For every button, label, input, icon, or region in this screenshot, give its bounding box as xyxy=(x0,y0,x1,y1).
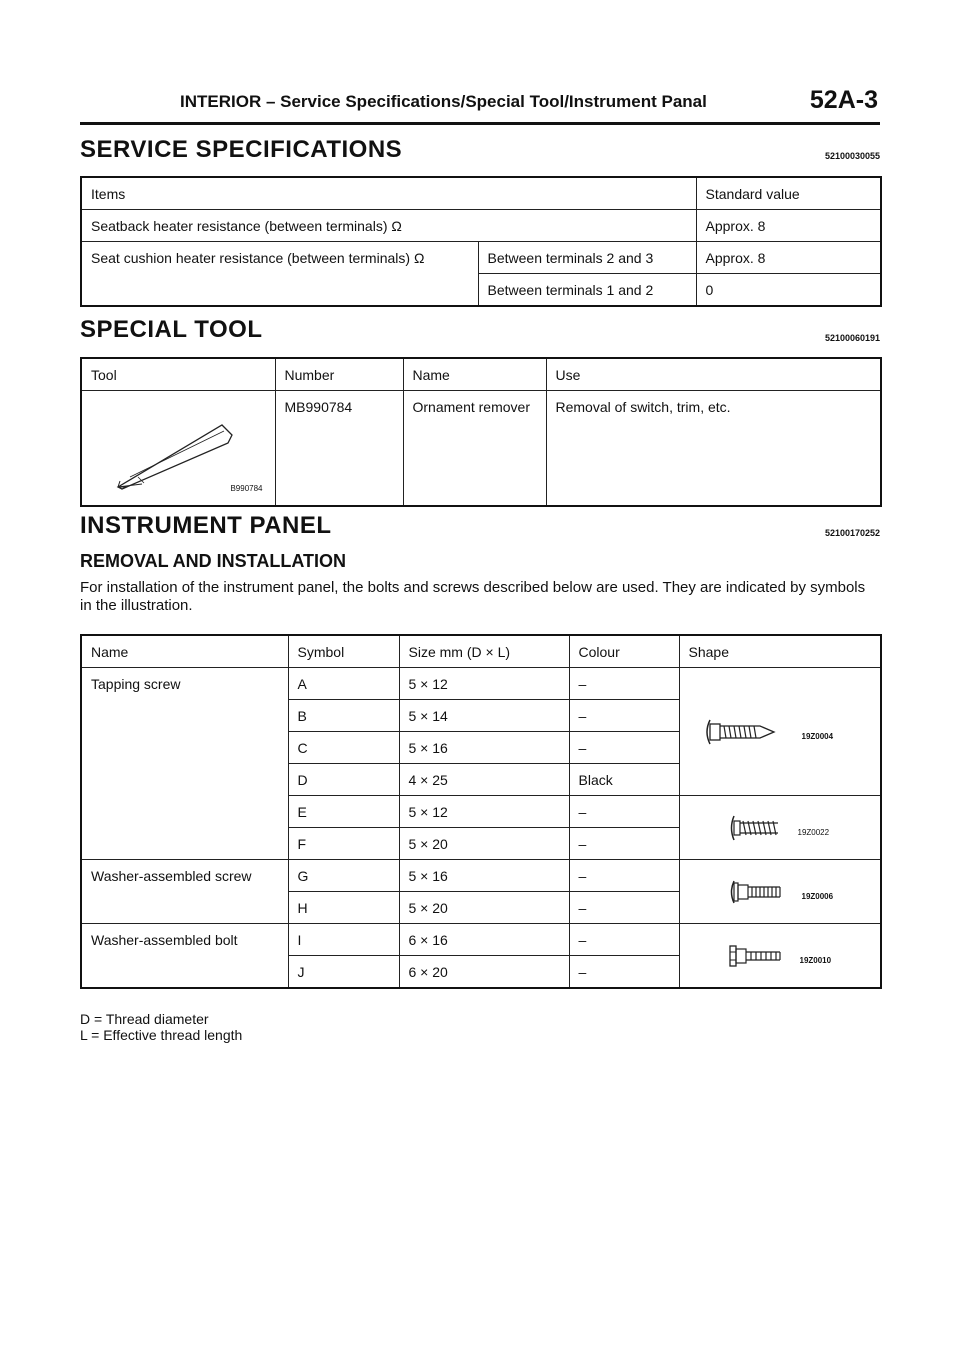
instrument-panel-code: 52100170252 xyxy=(824,528,880,538)
spec-subitem: Between terminals 2 and 3 xyxy=(478,242,696,274)
fastener-colour: – xyxy=(569,796,679,828)
tool-number: MB990784 xyxy=(275,391,403,507)
footnote-l: L = Effective thread length xyxy=(80,1027,243,1043)
fastener-size: 5 × 20 xyxy=(399,828,569,860)
col-size: Size mm (D × L) xyxy=(399,635,569,668)
fastener-name: Washer-assembled bolt xyxy=(81,924,288,989)
special-tool-code: 52100060191 xyxy=(824,333,880,343)
fastener-shape xyxy=(679,860,881,924)
col-use: Use xyxy=(546,358,881,391)
tool-name: Ornament remover xyxy=(403,391,546,507)
service-specs-table xyxy=(80,176,882,307)
special-tool-heading: SPECIAL TOOL xyxy=(80,316,263,343)
fastener-shape xyxy=(679,924,881,989)
removal-installation-subheading: REMOVAL AND INSTALLATION xyxy=(80,551,346,571)
col-name: Name xyxy=(403,358,546,391)
instrument-panel-heading: INSTRUMENT PANEL xyxy=(80,512,332,539)
tapping-screw-icon xyxy=(726,813,786,843)
fastener-symbol: A xyxy=(288,668,399,700)
tapping-screw-icon xyxy=(702,717,782,747)
intro-paragraph: For installation of the instrument panel, the bolts and screws described below are used. They are indicated by symbols in the illustration. xyxy=(80,579,866,614)
fastener-colour: Black xyxy=(569,764,679,796)
col-colour: Colour xyxy=(569,635,679,668)
washer-screw-icon xyxy=(726,877,790,907)
service-specs-heading: SERVICE SPECIFICATIONS xyxy=(80,136,403,163)
col-symbol: Symbol xyxy=(288,635,399,668)
fastener-colour: – xyxy=(569,860,679,892)
fastener-size: 6 × 20 xyxy=(399,956,569,989)
tool-illustration xyxy=(81,391,275,507)
fastener-colour: – xyxy=(569,924,679,956)
spec-item: Seat cushion heater resistance (between terminals) Ω xyxy=(81,242,478,307)
spec-value: Approx. 8 xyxy=(696,210,881,242)
col-name: Name xyxy=(81,635,288,668)
fastener-size: 5 × 20 xyxy=(399,892,569,924)
fastener-colour: – xyxy=(569,732,679,764)
tool-use: Removal of switch, trim, etc. xyxy=(546,391,881,507)
fastener-colour: – xyxy=(569,892,679,924)
fastener-size: 5 × 14 xyxy=(399,700,569,732)
table-row xyxy=(81,635,881,668)
table-row xyxy=(81,668,881,700)
shape-code: 19Z0006 xyxy=(801,892,834,901)
col-standard: Standard value xyxy=(696,177,881,210)
fastener-shape xyxy=(679,668,881,796)
fastener-symbol: H xyxy=(288,892,399,924)
table-row xyxy=(81,358,881,391)
table-row xyxy=(81,924,881,956)
shape-code: 19Z0004 xyxy=(801,732,834,741)
fastener-symbol: B xyxy=(288,700,399,732)
fastener-colour: – xyxy=(569,668,679,700)
table-row xyxy=(81,242,881,274)
spec-value: 0 xyxy=(696,274,881,307)
fastener-symbol: C xyxy=(288,732,399,764)
table-row xyxy=(81,177,881,210)
fastener-colour: – xyxy=(569,956,679,989)
tool-image-code: B990784 xyxy=(230,484,263,493)
col-tool: Tool xyxy=(81,358,275,391)
spec-subitem: Between terminals 1 and 2 xyxy=(478,274,696,307)
header-title: INTERIOR – Service Specifications/Special Tool/Instrument Panal xyxy=(180,92,707,111)
special-tool-table xyxy=(80,357,882,507)
fastener-symbol: D xyxy=(288,764,399,796)
footnote-d: D = Thread diameter xyxy=(80,1011,209,1027)
fastener-size: 5 × 12 xyxy=(399,796,569,828)
fastener-size: 6 × 16 xyxy=(399,924,569,956)
table-row xyxy=(81,860,881,892)
fastener-name: Washer-assembled screw xyxy=(81,860,288,924)
fastener-symbol: F xyxy=(288,828,399,860)
fastener-name: Tapping screw xyxy=(81,668,288,860)
fastener-size: 5 × 16 xyxy=(399,732,569,764)
fastener-symbol: I xyxy=(288,924,399,956)
col-items: Items xyxy=(81,177,696,210)
page-header xyxy=(80,88,880,125)
page-number: 52A-3 xyxy=(809,86,878,114)
shape-code: 19Z0022 xyxy=(797,828,830,837)
fastener-symbol: G xyxy=(288,860,399,892)
col-shape: Shape xyxy=(679,635,881,668)
spec-item: Seatback heater resistance (between terminals) Ω xyxy=(81,210,696,242)
table-row xyxy=(81,210,881,242)
fastener-colour: – xyxy=(569,828,679,860)
fastener-symbol: E xyxy=(288,796,399,828)
fastener-table xyxy=(80,634,882,989)
table-row xyxy=(81,391,881,507)
fastener-size: 5 × 12 xyxy=(399,668,569,700)
shape-code: 19Z0010 xyxy=(799,956,832,965)
col-number: Number xyxy=(275,358,403,391)
fastener-symbol: J xyxy=(288,956,399,989)
fastener-size: 4 × 25 xyxy=(399,764,569,796)
fastener-size: 5 × 16 xyxy=(399,860,569,892)
spec-value: Approx. 8 xyxy=(696,242,881,274)
fastener-colour: – xyxy=(569,700,679,732)
fastener-shape xyxy=(679,796,881,860)
service-specs-code: 52100030055 xyxy=(824,151,880,161)
washer-bolt-icon xyxy=(724,941,790,971)
